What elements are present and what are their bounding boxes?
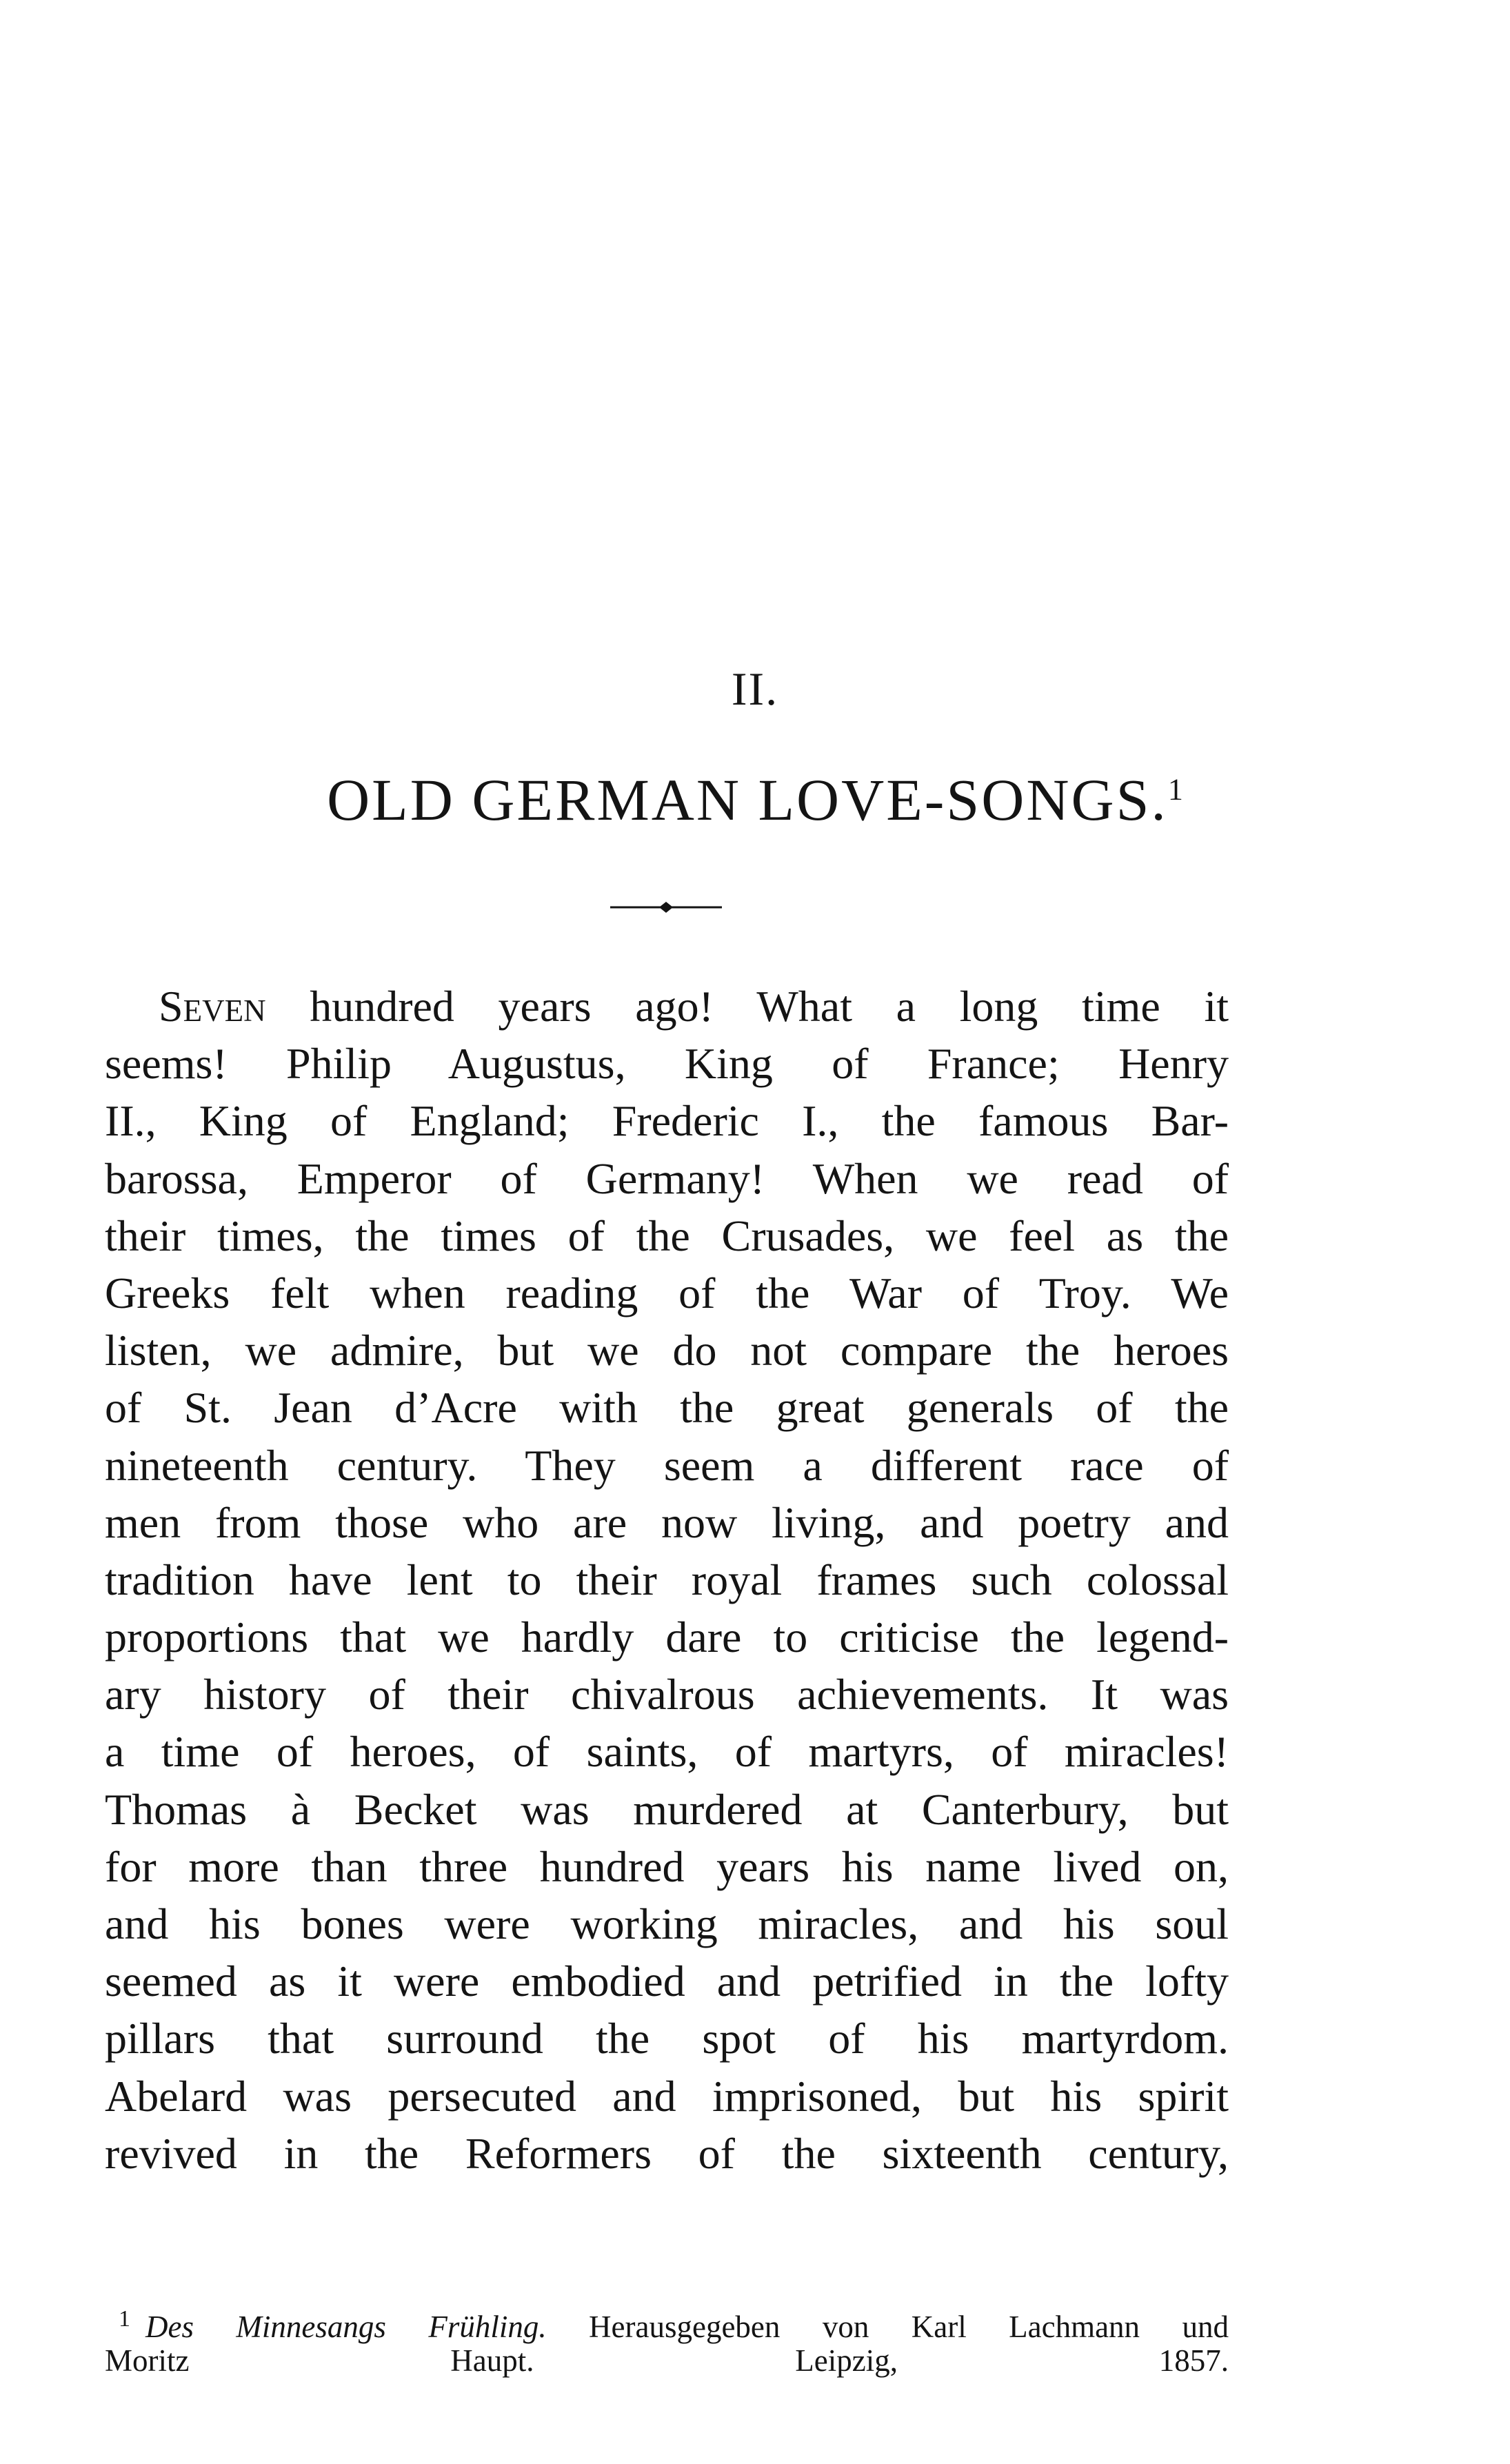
- body-line: Greeks felt when reading of the War of Troy. We: [105, 1268, 1229, 1317]
- body-line: seemed as it were embodied and petrified in the lofty: [105, 1957, 1229, 2006]
- chapter-title: [0, 765, 1510, 834]
- body-line: II., King of England; Frederic I., the famous Bar-: [105, 1096, 1229, 1146]
- body-line: [105, 978, 1229, 1035]
- footnote-editors: Herausgegeben von Karl Lachmann und: [546, 2310, 1229, 2344]
- body-line: Thomas à Becket was murdered at Canterbury, but: [105, 1784, 1229, 1834]
- chapter-number: II.: [731, 663, 779, 715]
- body-line: for more than three hundred years his name lived on,: [105, 1841, 1229, 1891]
- body-line: barossa, Emperor of Germany! When we read of: [105, 1153, 1229, 1203]
- first-line-rest: hundred years ago! What a long time it: [265, 982, 1229, 1031]
- body-line: of St. Jean d’Acre with the great generals of the: [105, 1383, 1229, 1433]
- body-line: seems! Philip Augustus, King of France; Henry: [105, 1039, 1229, 1089]
- body-line: tradition have lent to their royal frames such colossal: [105, 1555, 1229, 1604]
- chapter-title-text: OLD GERMAN LOVE-SONGS.: [327, 767, 1168, 833]
- body-line: proportions that we hardly dare to criticise the legend-: [105, 1613, 1229, 1662]
- body-line: pillars that surround the spot of his martyrdom.: [105, 2014, 1229, 2063]
- opening-word: Seven: [159, 982, 266, 1031]
- body-line: ary history of their chivalrous achievements. It was: [105, 1670, 1229, 1719]
- body-line: men from those who are now living, and poetry and: [105, 1497, 1229, 1547]
- footnote-mark: 1: [119, 2306, 130, 2332]
- footnote-line: Moritz Haupt. Leipzig, 1857.: [105, 2343, 1229, 2378]
- body-line: a time of heroes, of saints, of martyrs, of miracles!: [105, 1727, 1229, 1777]
- ornament-divider: [610, 902, 722, 913]
- body-line: their times, the times of the Crusades, we feel as the: [105, 1211, 1229, 1260]
- footnote: [105, 2299, 1229, 2381]
- body-line: Abelard was persecuted and imprisoned, but his spirit: [105, 2071, 1229, 2121]
- footnote-line: [105, 2299, 1229, 2344]
- body-line: nineteenth century. They seem a different race of: [105, 1440, 1229, 1490]
- body-line: listen, we admire, but we do not compare the heroes: [105, 1326, 1229, 1375]
- body-line: and his bones were working miracles, and his soul: [105, 1899, 1229, 1948]
- body-text: [105, 978, 1229, 2182]
- footnote-source-title: Des Minnesangs Frühling.: [145, 2310, 547, 2344]
- body-line: revived in the Reformers of the sixteenth century,: [105, 2128, 1229, 2178]
- footnote-reference: 1: [1167, 772, 1183, 807]
